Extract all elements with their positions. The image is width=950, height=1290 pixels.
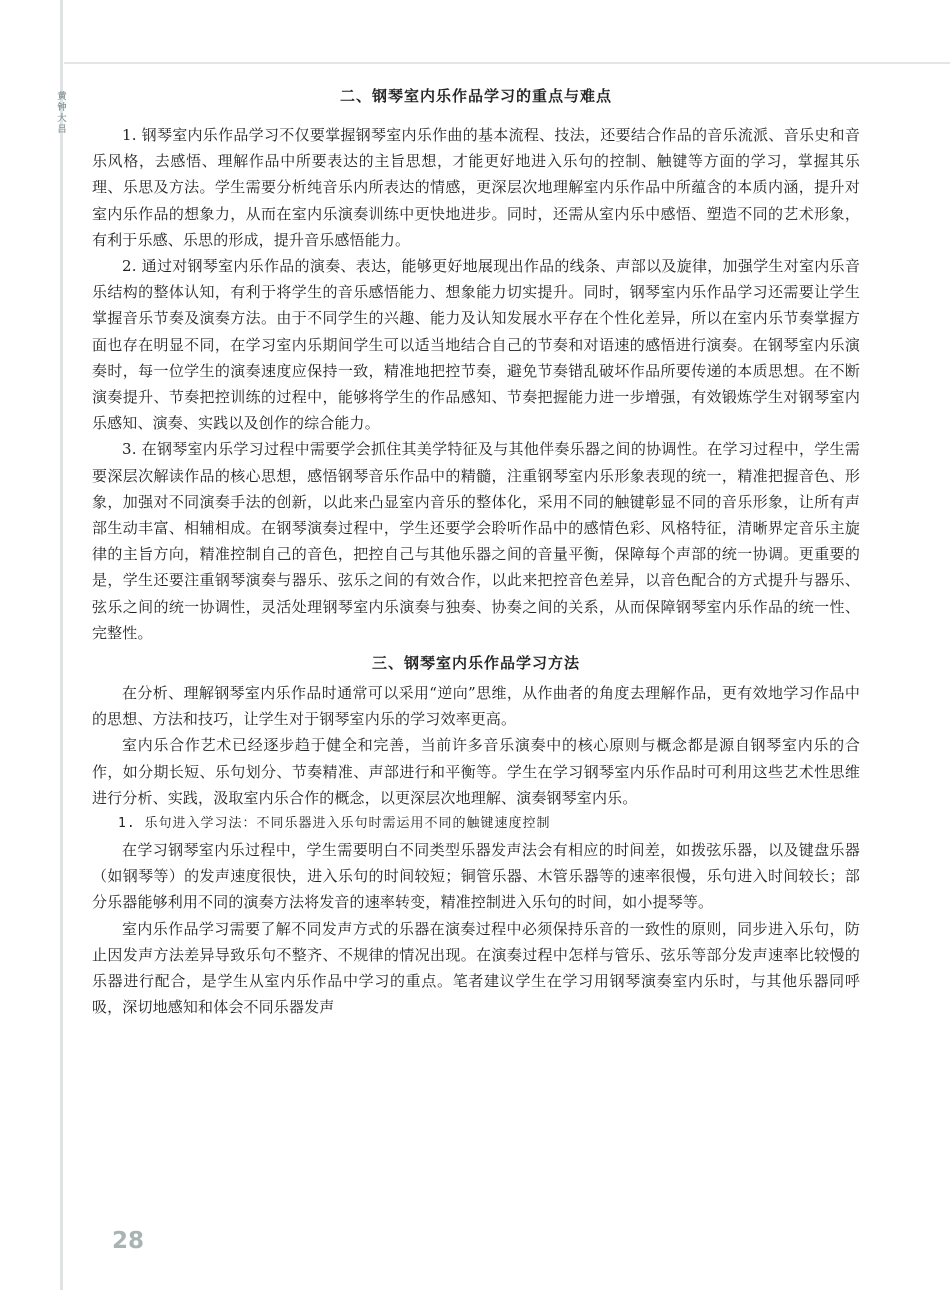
- paragraph: 室内乐合作艺术已经逐步趋于健全和完善，当前许多音乐演奏中的核心原则与概念都是源自钢琴室内乐的合作，如分期长短、乐句划分、节奏精准、声部进行和平衡等。学生在学习钢琴室内乐作品时可利用这些艺术性思维进行分析、实践，汲取室内乐合作的概念，以更深层次地理解、演奏钢琴室内乐。: [92, 736, 860, 807]
- header-rule: [64, 62, 950, 64]
- paragraph: 在学习钢琴室内乐过程中，学生需要明白不同类型乐器发声法会有相应的时间差，如拨弦乐器，以及键盘乐器（如钢琴等）的发声速度很快，进入乐句的时间较短；铜管乐器、木管乐器等的速率很慢，乐句进入时间较长；部分乐器能够利用不同的演奏方法将发音的速率转变，精准控制进入乐句的时间，如小提琴等。: [92, 841, 860, 912]
- section-heading-3: 三、钢琴室内乐作品学习方法: [371, 654, 580, 673]
- paragraph: 1. 钢琴室内乐作品学习不仅要掌握钢琴室内乐作曲的基本流程、技法，还要结合作品的音乐流派、音乐史和音乐风格，去感悟、理解作品中所要表达的主旨思想，才能更好地进入乐句的控制、触键等方面的学习，掌握其乐理、乐思及方法。学生需要分析纯音乐内所表达的情感，更深层次地理解室内乐作品中所蕴含的本质内涵，提升对室内乐作品的想象力，从而在室内乐演奏训练中更快地进步。同时，还需从室内乐中感悟、塑造不同的艺术形象，有利于乐感、乐思的形成，提升音乐感悟能力。: [92, 126, 860, 249]
- margin-line-left: [60, 0, 63, 1290]
- section-heading-2: 二、钢琴室内乐作品学习的重点与难点: [339, 87, 612, 105]
- method-subheading: 1. 乐句进入学习法：不同乐器进入乐句时需运用不同的触键速度控制: [118, 816, 551, 832]
- journal-name: 黄钟大吕: [57, 92, 67, 135]
- page-number: 28: [112, 1228, 145, 1254]
- paragraph: 室内乐作品学习需要了解不同发声方式的乐器在演奏过程中必须保持乐音的一致性的原则，同步进入乐句，防止因发声方法差异导致乐句不整齐、不规律的情况出现。在演奏过程中怎样与管乐、弦乐等部分发声速率比较慢的乐器进行配合，是学生从室内乐作品中学习的重点。笔者建议学生在学习用钢琴演奏室内乐时，与其他乐器同呼吸，深切地感知和体会不同乐器发声: [92, 919, 860, 1017]
- paragraph: 在分析、理解钢琴室内乐作品时通常可以采用“逆向”思维，从作曲者的角度去理解作品，更有效地学习作品中的思想、方法和技巧，让学生对于钢琴室内乐的学习效率更高。: [92, 684, 860, 729]
- article-body: [92, 84, 860, 1021]
- paragraph: 2. 通过对钢琴室内乐作品的演奏、表达，能够更好地展现出作品的线条、声部以及旋律，加强学生对室内乐音乐结构的整体认知，有利于将学生的音乐感悟能力、想象能力切实提升。同时，钢琴室内乐作品学习还需要让学生掌握音乐节奏及演奏方法。由于不同学生的兴趣、能力及认知发展水平存在个性化差异，所以在室内乐节奏掌握方面也存在明显不同，在学习室内乐期间学生可以适当地结合自己的节奏和对语速的感悟进行演奏。在钢琴室内乐演奏时，每一位学生的演奏速度应保持一致，精准地把控节奏，避免节奏错乱破坏作品所要传递的本质思想。在不断演奏提升、节奏把控训练的过程中，能够将学生的作品感知、节奏把握能力进一步增强，有效锻炼学生对钢琴室内乐感知、演奏、实践以及创作的综合能力。: [92, 257, 860, 433]
- paragraph: 3. 在钢琴室内乐学习过程中需要学会抓住其美学特征及与其他伴奏乐器之间的协调性。在学习过程中，学生需要深层次解读作品的核心思想，感悟钢琴音乐作品中的精髓，注重钢琴室内乐形象表现的统一，精准把握音色、形象，加强对不同演奏手法的创新，以此来凸显室内音乐的整体化，采用不同的触键彰显不同的音乐形象，让所有声部生动丰富、相辅相成。在钢琴演奏过程中，学生还要学会聆听作品中的感情色彩、风格特征，清晰界定音乐主旋律的主旨方向，精准控制自己的音色，把控自己与其他乐器之间的音量平衡，保障每个声部的统一协调。更重要的是，学生还要注重钢琴演奏与器乐、弦乐之间的有效合作，以此来把控音色差异，以音色配合的方式提升与器乐、弦乐之间的统一协调性，灵活处理钢琴室内乐演奏与独奏、协奏之间的关系，从而保障钢琴室内乐作品的统一性、完整性。: [92, 440, 860, 642]
